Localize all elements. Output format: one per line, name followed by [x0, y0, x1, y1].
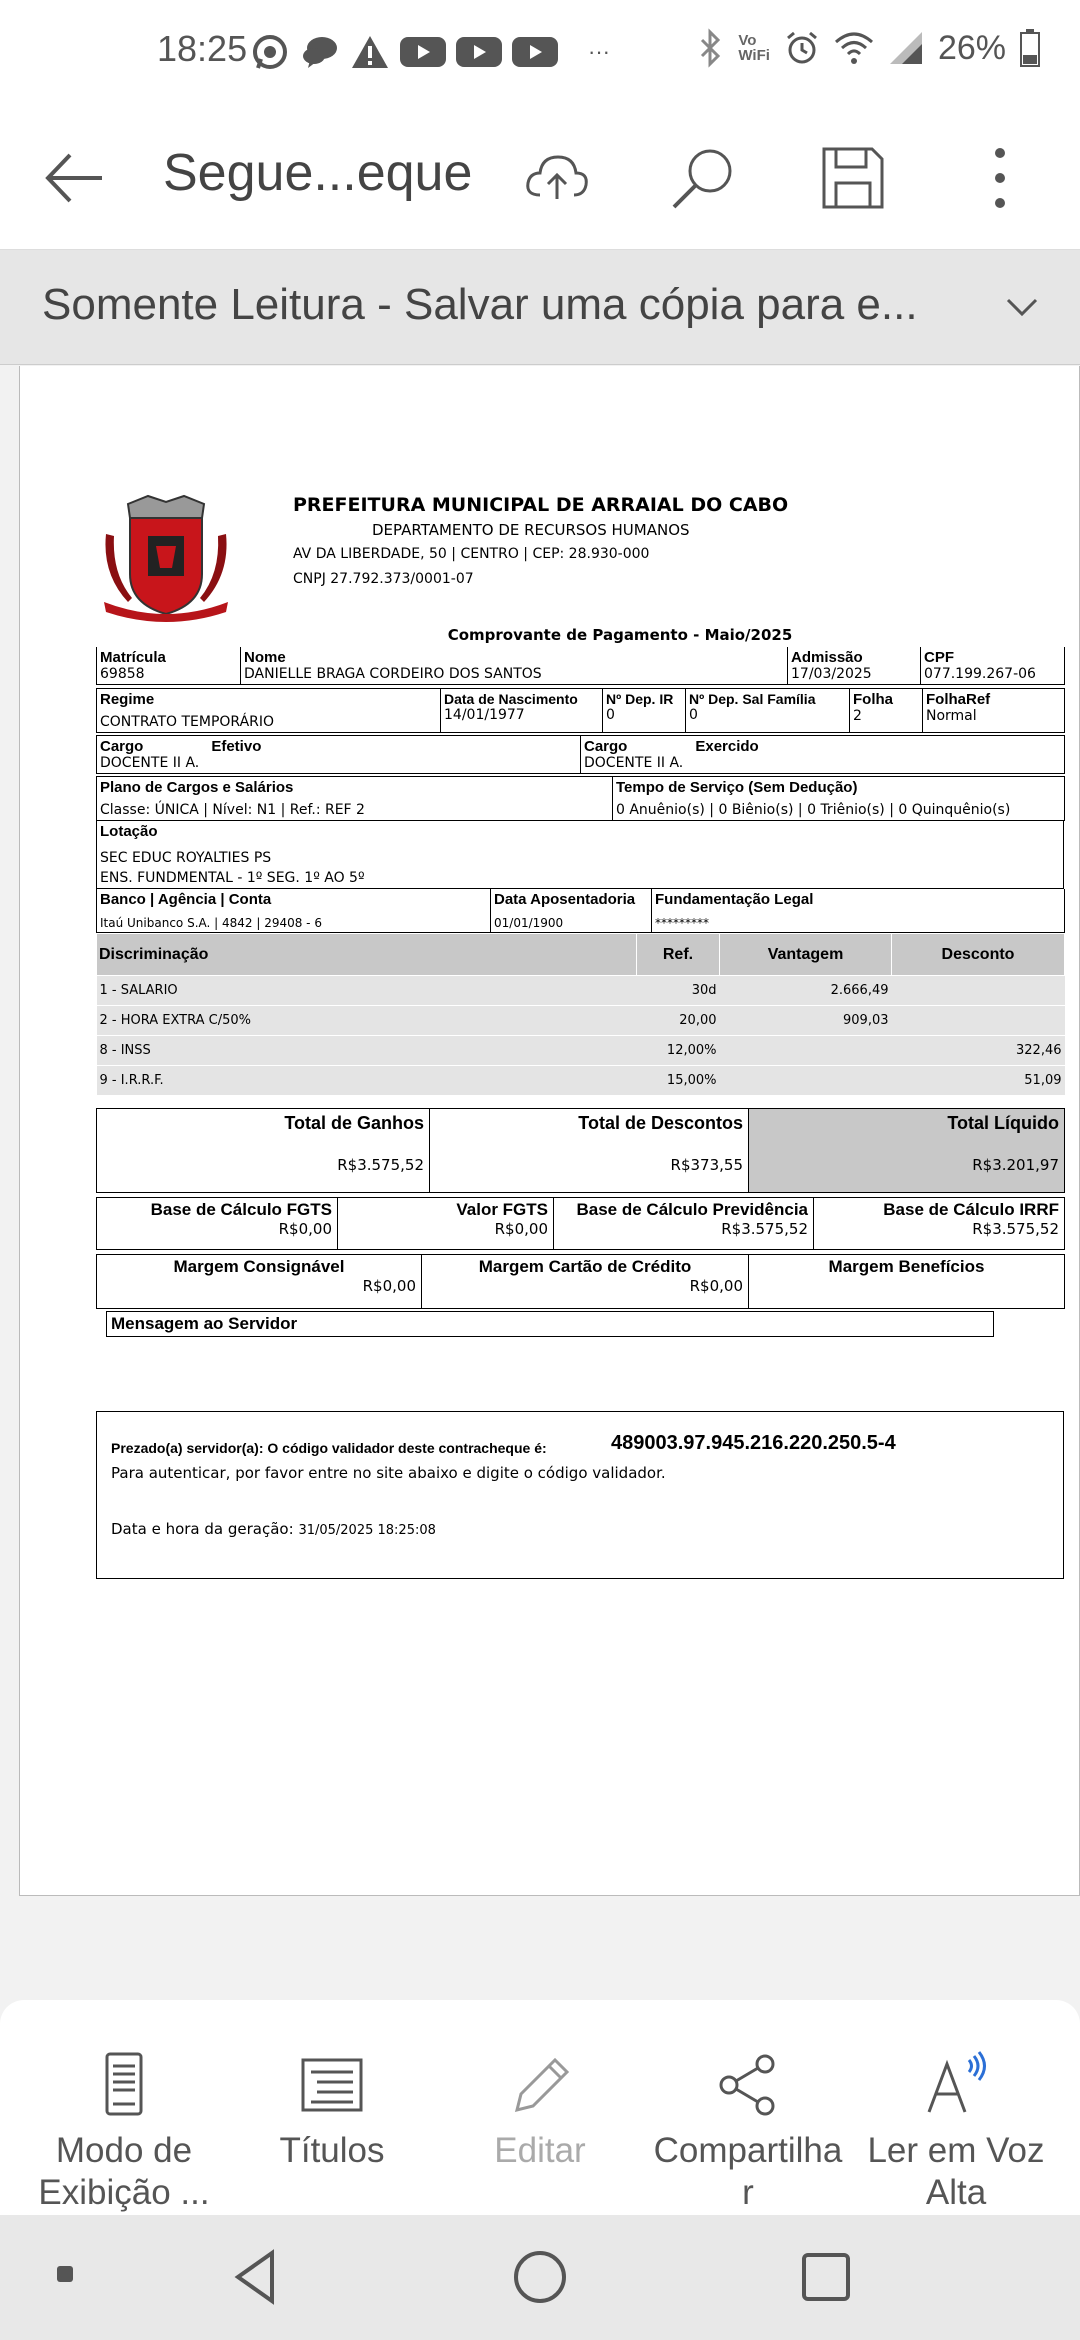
base-previdencia-value: R$3.575,52: [721, 1220, 808, 1238]
employee-info-table: [96, 647, 1065, 685]
total-ganhos-label: Total de Ganhos: [284, 1113, 424, 1133]
app-bar: [0, 105, 1080, 250]
mensagem-servidor: Mensagem ao Servidor: [106, 1311, 994, 1337]
view-mode-button[interactable]: [16, 2050, 232, 2214]
cargo-exercido-cell: [581, 736, 1065, 774]
row-desconto: [892, 976, 1065, 1006]
exercido-label: Exercido: [695, 738, 759, 755]
regime-cell: [97, 689, 441, 733]
document-page: [19, 366, 1080, 1896]
folha-value: 2: [853, 708, 862, 724]
status-time: 18:25: [157, 28, 248, 69]
headings-label: Títulos: [279, 2131, 385, 2170]
fundamentacao-value: *********: [655, 916, 709, 930]
dep-ir-label: Nº Dep. IR: [606, 691, 674, 707]
fundamentacao-label: Fundamentação Legal: [655, 891, 814, 908]
folharef-cell: [923, 689, 1065, 733]
share-label-2: r: [742, 2173, 754, 2212]
valor-fgts-value: R$0,00: [494, 1220, 548, 1238]
folharef-value: Normal: [926, 708, 977, 724]
cpf-value: 077.199.267-06: [924, 666, 1036, 682]
dep-sal-label: Nº Dep. Sal Família: [689, 691, 816, 707]
row-ref: 12,00%: [637, 1036, 720, 1066]
whatsapp-icon: [250, 32, 290, 72]
efetivo-label: Efetivo: [211, 738, 262, 755]
dep-sal-value: 0: [689, 707, 698, 723]
base-previdencia-cell: [554, 1198, 814, 1250]
col-desconto: Desconto: [892, 934, 1065, 976]
read-only-text: Somente Leitura - Salvar uma cópia para e...: [42, 280, 918, 329]
nav-recents-icon[interactable]: [796, 2247, 856, 2307]
edit-button[interactable]: [432, 2050, 648, 2172]
row-ref: 20,00: [637, 1006, 720, 1036]
system-nav-bar: [0, 2215, 1080, 2340]
margem-cartao-cell: [422, 1255, 749, 1309]
col-vantagem: Vantagem: [720, 934, 892, 976]
youtube-icon: [400, 37, 446, 67]
base-fgts-value: R$0,00: [278, 1220, 332, 1238]
dep-sal-cell: [686, 689, 850, 733]
back-arrow-icon[interactable]: [40, 143, 110, 213]
valor-fgts-cell: [338, 1198, 554, 1250]
total-liquido-value: R$3.201,97: [972, 1156, 1059, 1174]
matricula-cell: [97, 647, 241, 685]
base-irrf-cell: [814, 1198, 1065, 1250]
vowifi-label: Vo WiFi: [738, 32, 770, 64]
signal-icon: [888, 30, 924, 66]
cpf-cell: [921, 647, 1065, 685]
admissao-label: Admissão: [791, 649, 863, 666]
base-fgts-cell: [97, 1198, 338, 1250]
total-descontos-value: R$373,55: [670, 1156, 743, 1174]
row-ref: 30d: [637, 976, 720, 1006]
read-aloud-button[interactable]: [848, 2050, 1064, 2214]
generation-datetime: [111, 1520, 436, 1538]
share-label-1: Compartilha: [653, 2131, 843, 2170]
valor-fgts-label: Valor FGTS: [456, 1200, 548, 1219]
fundamentacao-cell: [652, 889, 1065, 933]
total-descontos-cell: [430, 1109, 749, 1193]
plano-value: Classe: ÚNICA | Nível: N1 | Ref.: REF 2: [100, 802, 365, 818]
matricula-label: Matrícula: [100, 649, 166, 666]
nascimento-value: 14/01/1977: [444, 707, 525, 723]
aposentadoria-value: 01/01/1900: [494, 916, 564, 930]
coat-of-arms-logo: [98, 494, 234, 622]
cargo-table: [96, 735, 1065, 774]
nascimento-label: Data de Nascimento: [444, 691, 578, 707]
payslip-header: [76, 494, 1064, 622]
cargo-efetivo-value: DOCENTE II A.: [100, 755, 200, 771]
read-aloud-label-2: Alta: [925, 2173, 987, 2212]
read-aloud-icon: [921, 2050, 991, 2120]
battery-icon: [1020, 29, 1040, 67]
share-icon: [713, 2050, 783, 2120]
wifi-icon: [834, 30, 874, 66]
view-mode-label-1: Modo de: [55, 2131, 193, 2170]
base-irrf-label: Base de Cálculo IRRF: [883, 1200, 1059, 1219]
banco-cell: [97, 889, 491, 933]
total-liquido-cell: [749, 1109, 1065, 1193]
tempo-label: Tempo de Serviço (Sem Dedução): [616, 779, 858, 796]
table-row: [97, 1036, 1065, 1066]
row-desc: 1 - SALARIO: [97, 976, 637, 1006]
validation-instructions: Para autenticar, por favor entre no site abaixo e digite o código validador.: [111, 1464, 666, 1482]
document-area[interactable]: [0, 366, 1080, 2001]
matricula-value: 69858: [100, 666, 145, 682]
regime-table: [96, 688, 1065, 733]
nome-cell: [241, 647, 788, 685]
headings-icon: [297, 2050, 367, 2120]
folha-cell: [850, 689, 923, 733]
col-ref: Ref.: [637, 934, 720, 976]
header-address: AV DA LIBERDADE, 50 | CENTRO | CEP: 28.930-000: [293, 546, 650, 562]
earnings-table: [96, 933, 1065, 1096]
table-row: [97, 976, 1065, 1006]
row-desconto: 322,46: [892, 1036, 1065, 1066]
row-desc: 8 - INSS: [97, 1036, 637, 1066]
tempo-cell: [613, 777, 1065, 821]
folha-label: Folha: [853, 691, 893, 708]
tempo-value: 0 Anuênio(s) | 0 Biênio(s) | 0 Triênio(s) | 0 Quinquênio(s): [616, 802, 1011, 818]
earnings-header-row: [97, 934, 1065, 976]
totals-table: [96, 1108, 1065, 1193]
payslip: [76, 494, 1064, 1579]
status-bar: [0, 0, 1080, 105]
nav-back-icon[interactable]: [228, 2247, 288, 2307]
cargo-label: Cargo: [100, 738, 144, 755]
margem-consignavel-label: Margem Consignável: [173, 1257, 345, 1276]
lotacao-line1: SEC EDUC ROYALTIES PS: [100, 850, 272, 866]
document-title: Segue...eque: [163, 144, 473, 202]
header-cnpj: CNPJ 27.792.373/0001-07: [293, 571, 474, 587]
share-button[interactable]: [640, 2050, 856, 2214]
read-aloud-label-1: Ler em Voz: [867, 2131, 1045, 2170]
total-descontos-label: Total de Descontos: [578, 1113, 743, 1133]
folharef-label: FolhaRef: [926, 691, 991, 708]
save-icon[interactable]: [818, 143, 888, 213]
header-prefeitura: PREFEITURA MUNICIPAL DE ARRAIAL DO CABO: [293, 494, 789, 516]
admissao-cell: [788, 647, 921, 685]
lotacao-table: [96, 821, 1064, 889]
nav-home-icon[interactable]: [510, 2247, 570, 2307]
margem-cartao-value: R$0,00: [689, 1277, 743, 1295]
more-notifications: ···: [588, 39, 610, 64]
row-ref: 15,00%: [637, 1066, 720, 1096]
cargo2-label: Cargo: [584, 738, 628, 755]
admissao-value: 17/03/2025: [791, 666, 872, 682]
margem-beneficios-cell: [749, 1255, 1065, 1309]
generation-label: Data e hora da geração:: [111, 1520, 294, 1538]
headings-button[interactable]: [224, 2050, 440, 2172]
lotacao-line2: ENS. FUNDMENTAL - 1º SEG. 1º AO 5º: [100, 870, 365, 886]
view-mode-icon: [89, 2050, 159, 2120]
nav-extra-icon[interactable]: [54, 2263, 76, 2285]
nascimento-cell: [441, 689, 603, 733]
banco-value: Itaú Unibanco S.A. | 4842 | 29408 - 6: [100, 916, 322, 930]
total-ganhos-value: R$3.575,52: [337, 1156, 424, 1174]
banco-label: Banco | Agência | Conta: [100, 891, 272, 908]
cargo-exercido-value: DOCENTE II A.: [584, 755, 684, 771]
youtube-icon: [512, 37, 558, 67]
banco-table: [96, 889, 1065, 933]
dep-ir-value: 0: [606, 707, 615, 723]
row-desc: 2 - HORA EXTRA C/50%: [97, 1006, 637, 1036]
row-vantagem: [720, 1036, 892, 1066]
alarm-icon: [784, 30, 820, 66]
cpf-label: CPF: [924, 649, 954, 666]
margem-consignavel-cell: [97, 1255, 422, 1309]
total-liquido-label: Total Líquido: [947, 1113, 1059, 1133]
margem-beneficios-label: Margem Benefícios: [828, 1257, 985, 1276]
plano-cell: [97, 777, 613, 821]
more-vert-icon[interactable]: [965, 143, 1035, 213]
cloud-upload-icon[interactable]: [522, 143, 592, 213]
nome-value: DANIELLE BRAGA CORDEIRO DOS SANTOS: [244, 666, 542, 682]
plano-table: [96, 776, 1065, 821]
regime-label: Regime: [100, 691, 155, 708]
col-discriminacao: Discriminação: [97, 934, 637, 976]
nome-label: Nome: [244, 649, 286, 666]
margem-consignavel-value: R$0,00: [362, 1277, 416, 1295]
row-vantagem: [720, 1066, 892, 1096]
view-mode-label-2: Exibição ...: [38, 2173, 210, 2212]
row-desconto: 51,09: [892, 1066, 1065, 1096]
dep-ir-cell: [603, 689, 686, 733]
bluetooth-icon: [696, 28, 724, 68]
cargo-efetivo-header: [100, 738, 577, 755]
cargo-exercido-header: [584, 738, 1061, 755]
aposentadoria-cell: [491, 889, 652, 933]
lotacao-label: Lotação: [100, 823, 158, 840]
base-previdencia-label: Base de Cálculo Previdência: [576, 1200, 808, 1219]
warning-icon: [350, 32, 390, 72]
table-row: [97, 1006, 1065, 1036]
status-right: [696, 28, 1040, 68]
validation-intro: Prezado(a) servidor(a): O código validador deste contracheque é:: [111, 1440, 547, 1456]
row-vantagem: 909,03: [720, 1006, 892, 1036]
base-irrf-value: R$3.575,52: [972, 1220, 1059, 1238]
search-icon[interactable]: [668, 143, 738, 213]
read-only-banner[interactable]: [0, 250, 1080, 365]
bases-table: [96, 1197, 1065, 1250]
regime-value: CONTRATO TEMPORÁRIO: [100, 714, 275, 730]
chevron-down-icon[interactable]: [1002, 288, 1042, 328]
table-row: [97, 1066, 1065, 1096]
row-desconto: [892, 1006, 1065, 1036]
plano-label: Plano de Cargos e Salários: [100, 779, 294, 796]
edit-pencil-icon: [505, 2050, 575, 2120]
chat-icon: [300, 32, 340, 72]
validation-box: [96, 1411, 1064, 1579]
edit-label: Editar: [494, 2131, 586, 2170]
payslip-title: Comprovante de Pagamento - Maio/2025: [447, 626, 793, 644]
row-desc: 9 - I.R.R.F.: [97, 1066, 637, 1096]
row-vantagem: 2.666,49: [720, 976, 892, 1006]
bottom-action-bar: [0, 2000, 1080, 2215]
notification-icons: [250, 32, 610, 72]
generation-value: 31/05/2025 18:25:08: [298, 1523, 436, 1538]
base-fgts-label: Base de Cálculo FGTS: [150, 1200, 332, 1219]
validation-code: 489003.97.945.216.220.250.5-4: [611, 1432, 896, 1454]
youtube-icon: [456, 37, 502, 67]
margins-table: [96, 1254, 1065, 1309]
cargo-efetivo-cell: [97, 736, 581, 774]
header-department: DEPARTAMENTO DE RECURSOS HUMANOS: [372, 521, 690, 539]
total-ganhos-cell: [97, 1109, 430, 1193]
aposentadoria-label: Data Aposentadoria: [494, 891, 636, 908]
margem-cartao-label: Margem Cartão de Crédito: [478, 1257, 692, 1276]
battery-percent: 26%: [937, 28, 1006, 67]
lotacao-cell: [97, 821, 1064, 889]
